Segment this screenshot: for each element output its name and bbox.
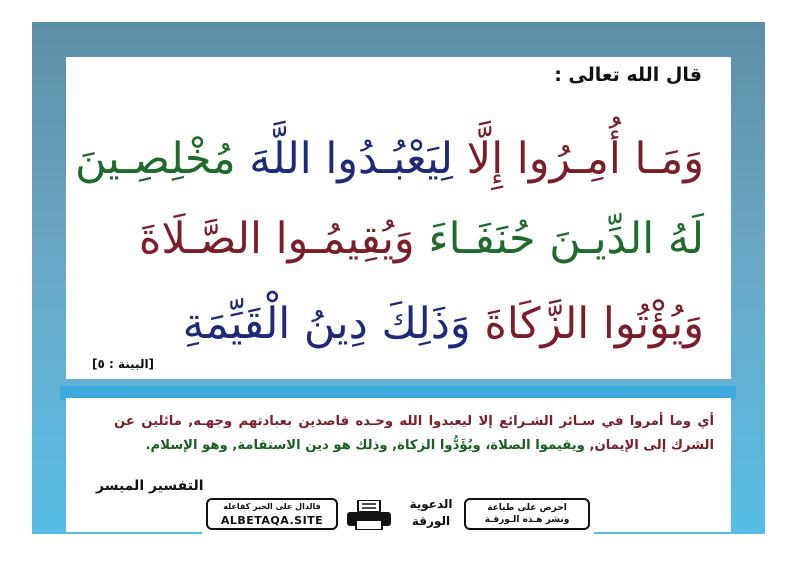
footer-print-line-2: ونشر هـذه الـورقـة [484, 515, 570, 525]
verse-segment: وَيُؤْتُوا الزَّكَاةَ [470, 299, 704, 349]
verse-line-2 [138, 214, 704, 264]
logo [406, 496, 456, 532]
verse-line-3 [182, 299, 704, 349]
verse-line-1 [75, 134, 704, 184]
footer-print-box [464, 498, 590, 530]
printer-icon [346, 500, 392, 530]
verse-segment: وَذَلِكَ دِينُ الْقَيِّمَةِ [182, 299, 471, 349]
tafsir-source: التفسير الميسر [96, 478, 204, 494]
verse-segment: مُخْلِصِـينَ [75, 134, 236, 184]
footer-site-link[interactable]: ALBETAQA.SITE [220, 514, 324, 527]
logo-line-2: الورقة [411, 514, 451, 528]
footer-slogan: فالدال على الخير كفاعله [223, 502, 321, 511]
footer-print-line-1: احرص على طباعة [487, 503, 567, 513]
verse-reference: [البينة : ٥] [92, 357, 155, 371]
verse-segment: وَمَـا أُمِـرُوا إِلَّا [453, 134, 704, 184]
footer-banner [202, 494, 594, 536]
tafsir-text [114, 410, 714, 458]
logo-line-1: الدعوية [409, 497, 453, 511]
tafsir-part-1: أي وما أمروا في سـائر الشـرائع إلا ليعبدوا الله وحـده قاصدين بعبادتهم وجهـه, مائلين عن الشرك إلى الإيمان, [114, 414, 714, 453]
tafsir-part-2: ويقيموا الصلاة، ويُؤَدُّوا الزكاة, وذلك هو دين الاستقامة, وهو الإسلام. [145, 438, 585, 453]
intro-text: قال الله تعالى : [554, 64, 702, 86]
verse-segment: لَهُ الدِّيـنَ حُنَفَـاءَ [414, 214, 704, 264]
verse-segment: وَيُقِيمُـوا الصَّـلَاةَ [138, 214, 415, 264]
footer-site-box [206, 498, 338, 530]
verse-segment: لِيَعْبُـدُوا اللَّهَ [235, 134, 453, 184]
